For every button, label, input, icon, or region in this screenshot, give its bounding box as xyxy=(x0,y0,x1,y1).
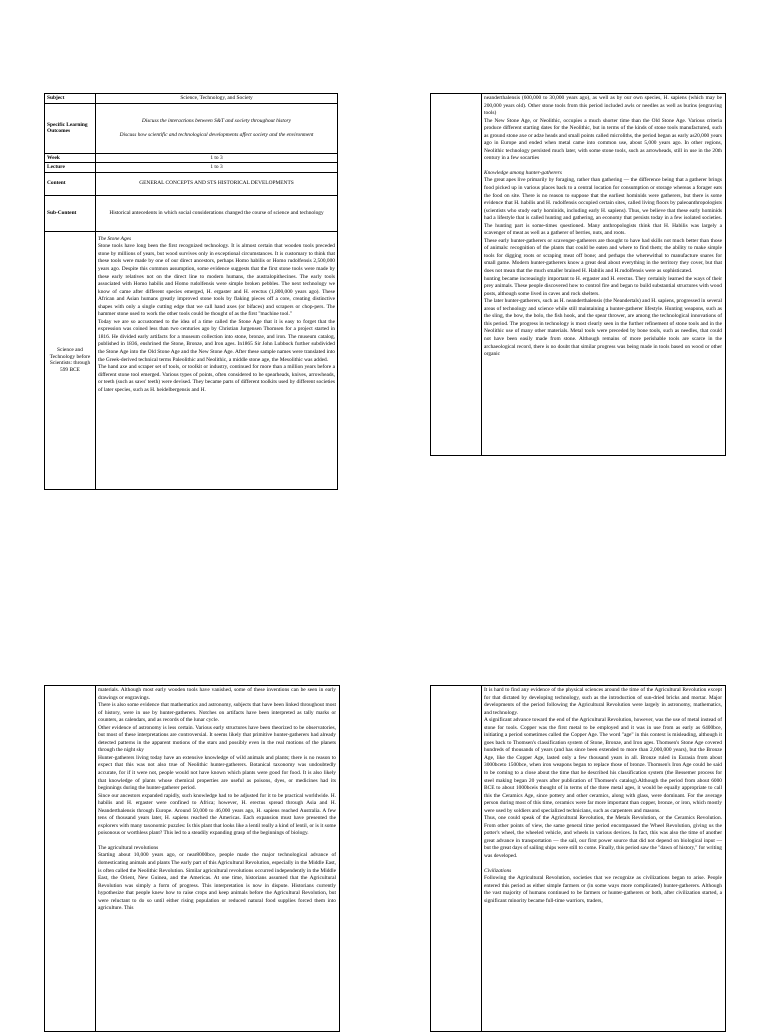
paragraph: Today we are so accustomed to the idea of a time called the Stone Age that it is easy to forget that the expression was coined less than two centuries ago by Christian Jurgensen Thomsen for a project started in 1816. He divided early artifacts for a museum collection into stone, bronze, and iron. The museum catalog, published in 1836, enshrined the Stone, Bronze, and Iron ages. In1865 Sir John Lubbock further subdivided the Stone Age into the Old Stone Age and the New Stone Age. After these sample names were translated into the Greek-derived technical terms Paleolithic and Neolithic, a middle stone age, the Mesolithic was added. xyxy=(98,318,335,363)
paragraph: Hunter-gatherers living today have an extensive knowledge of wild animals and plants; there is no reason to expect that this was not also true of Neolithic hunter-gatherers. Botanical taxonomy was undoubtedly accurate, for if it were not, people would not have known which plants were good for food. It is also likely that knowledge of plants whose chemical properties are useful as poisons, dyes, or medicines had its beginnings during the hunter-gatherer period. xyxy=(98,754,336,792)
week-label: Week xyxy=(45,153,96,163)
subject-row xyxy=(45,94,338,104)
paragraph: Thus, one could speak of the Agricultural Revolution, the Metals Revolution, or the Ceramics Revolution. From other points of view, the same general time period encompassed the Wheel Revolution, giving us the potter's wheel, the wheeled vehicle, and wheels in various devices. In fact, this was also the time of another great advance in transportation — the sail, our first power source that did not depend on biological input — but the great days of sailing ships were still to come. Finally, this period saw the "dawn of history," for writing was developed. xyxy=(484,815,723,860)
section-heading-civilizations: Civilizations xyxy=(484,867,512,874)
paragraph: The New Stone Age, or Neolithic, occupies a much shorter time than the Old Stone Age. Various criteria produce different starting dates for the Neolithic, but in terms of the kinds of stone tools manufactured, such as ground stone axe or adze heads and small points called microliths, the period began as early as20,000 years ago in Europe and ended when metal came into common use, about 5,000 years ago. In other regions, Neolithic technology persisted much later, with some stone tools, such as arrowheads, still in use in the 20th century in a few socarties xyxy=(484,117,722,162)
section-heading-agricultural-revolutions: The agricultural revolutions xyxy=(98,844,159,851)
page-3 xyxy=(44,685,340,1032)
course-info-table xyxy=(44,93,338,490)
paragraph: The great apes live primarily by foraging, rather than gathering — the difference being that a gatherer brings food picked up in various places back to a central location for consumption or storage whereas a forager eats the food on site. There is no reason to suppose that the earliest hominids were gatherers, but there is some evidence that H. habilis and H. rudolfensis occupied certain sites, called living floors by paleoanthropologists (scientists who study early hominids, including early H. sapiens). Thus, we believe that these early hominids had a lifestyle that is called hunting and gathering, an economy that persists today in a few isolated societies. The hunting part is some-times questioned. Many anthropologists think that H. Habilis was largely a scavenger of meat as well as a gatherer of berries, nuts, and roots. xyxy=(484,177,722,237)
paragraph: Stone tools have long been the first recognized technology. It is almost certain that wooden tools preceded stone by millions of years, but wood survives only in exceptional circumstances. It is customary to think that these tools were made by one of our direct ancestors, perhaps Homo habilis or Homo rudolfensis 2,500,000 years ago. Despite this common assumption, some evidence suggests that the first stone tools were made by these early relatives not on the direct line to modern humans, the australopithecines. The early tools associated with Homo habilis and Homo rudolfensis were simple broken pebbles. The next technology we know of came after different species emerged, H. ergaster and H. erectus (1,800,000 years ago). These African and Asian humans greatly improved stone tools by flaking pieces off a core, creating distinctive shapes with only a single cutting edge that we call hand axes (or bifaces) and scrapers or chop-pers. The hammer stone used to work the other tools could be thought of as the first "machine tool." xyxy=(98,243,335,318)
subject-value: Science, Technology, and Society xyxy=(96,94,338,104)
subject-label: Subject xyxy=(45,94,96,104)
lecture-value: 1 to 3 xyxy=(96,163,338,173)
paragraph: A significant advance toward the end of the Agricultural Revolution, however, was the use of metal instead of stone for tools. Copper was the first metal to be employed and it was in use from as early as 6400bce, initiating a period sometimes called the Copper Age. The word "age" in this context is misleading, although it goes back to Thomsen's classification system of Stone, Bronze, and Iron ages. Thomsen's Stone Age covered hundreds of thousands of years (and has since been extended to more than 2,000,000 years), but the Bronze Age, like the Copper Age, lasted only a few thousand years in all. Bronze ruled in Eurasia from about 3000bceto 1500bce, when iron weapons began to replace those of bronze. Thomsen's Iron Age could be said to be coming to a close about the time that he described his classification system (the Bessemer process for steel making began 20 years after publication of Thomsen's catalog).Although the period from about 6000 BCE to about 1000bceis thought of in terms of the three metal ages, it would be equally appropriate to call this the Ceramics Age, since pottery and other ceramics, along with glass, were dominant. For the average person during most of this time, ceramics were far more important than copper, bronze, or iron, which mostly were used by soldiers and specialized technicians, such as carpenters and masons. xyxy=(484,717,722,814)
paragraph: Following the Agricultural Revolution, societies that we recognize as civilizations began to arise. People entered this period as either simple farmers or (in some ways more complicated) hunter-gatherers. Although the vast majority of humans continued to be farmers or hunter-gatherers or both, after civilization started, a significant minority became full-time warriors, traders, xyxy=(484,875,722,904)
paragraph: Starting about 10,000 years ago, or near8000bce, people made the major technological advance of domesticating animals and plants The early part of this Agricultural Revolution, especially in the Middle East, is often called the Neolithic Revolution. Similar agricultural revolutions occurred independently in the Middle East, the Orient, New Guinea, and the Americas. At one time, historians assumed that the Agricultural Revolution was simply a form of progress. This interpretation is now in dispute. Historians currently hypothesize that people knew how to raise crops and keep animals before the Agricultural Revolution, but were reluctant to do so until either rising population or reduced natural food supplies forced them into agriculture. This xyxy=(98,852,336,912)
paragraph: materials. Although most early wooden tools have vanished, some of these inventions can be seen in early drawings or engravings. xyxy=(98,687,336,701)
section-heading-hunter-gatherers: Knowledge among hunter-gatherers xyxy=(484,169,562,176)
lecture-row xyxy=(45,163,338,173)
subcontent-row xyxy=(45,195,338,231)
period-label: Science and Technology before Scientists: through 599 BCE xyxy=(45,231,96,489)
content-row xyxy=(45,172,338,195)
page-2 xyxy=(430,93,726,456)
page-4-content xyxy=(484,687,722,905)
subcontent-label: Sub-Content xyxy=(45,195,96,231)
left-column xyxy=(431,686,482,1031)
paragraph: It is hard to find any evidence of the physical sciences around the time of the Agricultural Revolution except for that dictated by developing technology, such as the introduction of sun-dried bricks and mortar. Major developments of the period following the Agricultural Revolution were largely in astronomy, mathematics, and technology. xyxy=(484,687,722,716)
outcomes-row xyxy=(45,103,338,153)
paragraph: hunting became increasingly important to H. ergaster and H. erectus. They certainly learned the ways of their prey animals. These people discovered how to control fire and began to build substantial structures with wood posts, although some lived in caves and rock shelters. xyxy=(484,275,722,297)
paragraph: There is also some evidence that mathematics and astronomy, subjects that have been linked throughout most of history, were in use by hunter-gatherers. Notches on artifacts have been interpreted as tally marks or counters, as calendars, and as records of the lunar cycle. xyxy=(98,702,336,724)
content-value: GENERAL CONCEPTS AND STS HISTORICAL DEVELOPMENTS xyxy=(96,172,338,195)
page-3-content xyxy=(98,687,336,913)
body-row xyxy=(45,231,338,489)
paragraph: Since our ancestors expanded rapidly, such knowledge had to be adjusted for it to be practical worldwide. H. habilis and H. ergaster were confined to Africa; however, H. erectus spread through Asia and H. Neanderthalensis through Europe. Around 50,000 to 46,000 years ago, H. sapiens reached Australia. A few tens of thousand years later, H. sapiens reached the Americas. Each expansion must have presented the explorers with many taxonomic puzzles: Is this plant that looks like a lentil really a kind of lentil, or is it some poisonous or worthless plant? This led to a steadily expanding grasp of the beginnings of biology. xyxy=(98,792,336,837)
outcome-1: Discuss the interactions between S&T and society throughout history xyxy=(141,117,292,124)
week-row xyxy=(45,153,338,163)
paragraph: These early hunter-gatherers or scavenger-gatherers are thought to have had skills not much better than those of animals: recognition of the plants that could be eaten and where to find them; the ability to make simple tools for digging roots or scraping meat off bone; and perhaps the wherewithal to manufacture snares for small game. Modern hunter-gatherers know a great deal about everything in the territory they cover, but that does not mean that the much smaller brained H. Habilis and H.rudolfensis were as sophisticated. xyxy=(484,237,722,275)
subcontent-value: Historical antecedents in which social considerations changed the course of science and technology xyxy=(96,195,338,231)
section-heading-stone-ages: The Stone Ages xyxy=(98,235,132,242)
paragraph: The later hunter-gatherers, such as H. neanderthalensis (the Neandertals) and H. sapiens, progressed in several areas of technology and science while still maintaining a hunter-gatherer lifestyle. Hunting weapons, such as the sling, the bow, the bolo, the fish hook, and the spear thrower, are among the technological innovations of this period. The progress in technology is most clearly seen in the further refinement of stone tools and in the Neolithic use of many other materials. Metal tools were preceded by bone tools, such as needles, that could not have been easily made from stone. Although remains of more perishable tools are scarce in the archaeological record, there is no doubt that similar progress was being made in tools based on wood or other organic xyxy=(484,298,722,358)
lecture-label: Lecture xyxy=(45,163,96,173)
paragraph: Other evidence of astronomy is less certain. Various early structures have been theorized to be observatories, but most of these interpretations are controversial. It seems likely that primitive hunter-gatherers had already detected patterns in the apparent motions of the stars and possibly even in the real motions of the planets through the night sky xyxy=(98,724,336,754)
outcomes-label: Specific Learning Outcomes xyxy=(45,103,96,153)
left-column xyxy=(431,94,482,455)
page-4 xyxy=(430,685,726,1032)
page-2-content xyxy=(484,95,722,359)
left-column xyxy=(45,686,96,1031)
week-value: 1 to 3 xyxy=(96,153,338,163)
outcome-2: Discuss how scientific and technological developments affect society and the environment xyxy=(119,132,314,139)
content-label: Content xyxy=(45,172,96,195)
paragraph: neanderthalensis (600,000 to 30,000 years ago), as well as by our own species, H. sapiens (which may be 200,000 years old). Other stone tools from this period included awls or needles as well as burins (engraving tools) xyxy=(484,95,722,117)
paragraph: The hand axe and scraper set of tools, or toolkit or industry, continued for more than a million years before a different stone tool emerged. Various types of points, often considered to be spearheads, knives, arrowheads, or teeth (such as saws' teeth) were devised. They became parts of different toolkits used by different societies of later species, such as H. heidelbergensis and H. xyxy=(98,364,335,393)
